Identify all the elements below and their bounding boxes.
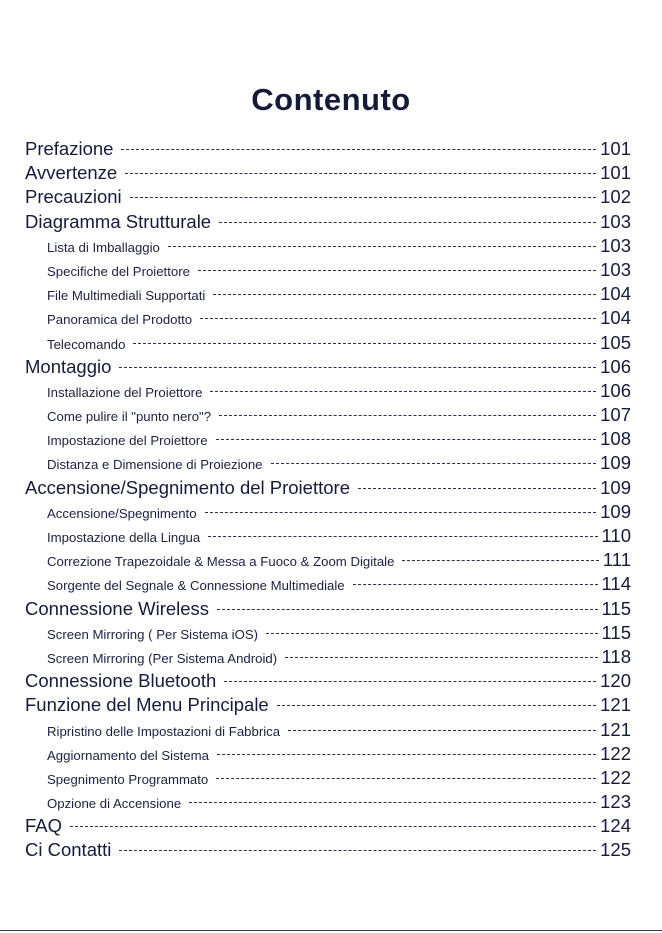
toc-entry-label: Specifiche del Proiettore bbox=[47, 263, 190, 279]
toc-page-number: 111 bbox=[602, 549, 631, 571]
dot-leader bbox=[358, 488, 596, 489]
toc-chapter-entry[interactable] bbox=[25, 356, 631, 380]
toc-entry-label: Sorgente del Segnale & Connessione Multimediale bbox=[47, 578, 345, 594]
toc-chapter-entry[interactable] bbox=[25, 694, 631, 718]
toc-page-number: 110 bbox=[601, 525, 631, 546]
toc-page-number: 107 bbox=[600, 404, 631, 426]
toc-section-entry[interactable] bbox=[25, 743, 631, 767]
toc-page-number: 102 bbox=[600, 186, 631, 208]
dot-leader bbox=[168, 246, 596, 247]
dot-leader bbox=[208, 536, 597, 537]
toc-entry-label: Ci Contatti bbox=[25, 839, 112, 861]
toc-page-number: 101 bbox=[600, 162, 631, 184]
toc-entry-label: Connessione Wireless bbox=[25, 597, 210, 619]
dot-leader bbox=[205, 512, 597, 513]
toc-page-number: 101 bbox=[600, 138, 631, 159]
toc-section-entry[interactable] bbox=[25, 283, 631, 307]
footer-divider bbox=[0, 930, 662, 931]
toc-chapter-entry[interactable] bbox=[25, 477, 631, 501]
toc-entry-label: Installazione del Proiettore bbox=[47, 384, 203, 400]
toc-page-number: 122 bbox=[600, 742, 631, 764]
toc-section-entry[interactable] bbox=[25, 501, 631, 525]
dot-leader bbox=[125, 173, 596, 174]
toc-entry-label: Impostazione del Proiettore bbox=[47, 433, 208, 449]
toc-chapter-entry[interactable] bbox=[25, 211, 631, 235]
toc-chapter-entry[interactable] bbox=[25, 186, 631, 210]
dot-leader bbox=[217, 754, 596, 755]
toc-entry-label: File Multimediali Supportati bbox=[47, 288, 206, 304]
dot-leader bbox=[224, 681, 596, 682]
toc-page-number: 115 bbox=[601, 621, 631, 643]
toc-entry-label: Funzione del Menu Principale bbox=[25, 694, 269, 716]
toc-entry-label: Accensione/Spegnimento bbox=[47, 505, 197, 521]
dot-leader bbox=[288, 730, 596, 731]
toc-section-entry[interactable] bbox=[25, 622, 631, 646]
toc-page-number: 123 bbox=[600, 791, 631, 813]
toc-entry-label: Accensione/Spegnimento del Proiettore bbox=[25, 476, 350, 498]
toc-page-number: 125 bbox=[600, 839, 631, 861]
dot-leader bbox=[210, 391, 596, 392]
toc-entry-label: Distanza e Dimensione di Proiezione bbox=[47, 457, 263, 473]
dot-leader bbox=[353, 584, 598, 585]
dot-leader bbox=[277, 705, 596, 706]
dot-leader bbox=[285, 657, 597, 658]
toc-section-entry[interactable] bbox=[25, 452, 631, 476]
toc-entry-label: Diagramma Strutturale bbox=[25, 210, 212, 232]
dot-leader bbox=[119, 367, 596, 368]
toc-page-number: 104 bbox=[600, 283, 631, 305]
toc-page-number: 108 bbox=[600, 428, 631, 450]
toc-page-number: 124 bbox=[600, 815, 631, 837]
toc-entry-label: Lista di Imballaggio bbox=[47, 239, 160, 255]
toc-entry-label: Impostazione della Lingua bbox=[47, 530, 201, 545]
dot-leader bbox=[266, 633, 597, 634]
toc-page-number: 106 bbox=[600, 379, 631, 401]
toc-page-number: 109 bbox=[600, 500, 631, 522]
dot-leader bbox=[70, 826, 596, 827]
toc-entry-label: Screen Mirroring ( Per Sistema iOS) bbox=[47, 626, 259, 642]
page-title: Contenuto bbox=[251, 82, 411, 117]
toc-section-entry[interactable] bbox=[25, 791, 631, 815]
dot-leader bbox=[189, 802, 596, 803]
toc-chapter-entry[interactable] bbox=[25, 815, 631, 839]
dot-leader bbox=[121, 149, 596, 150]
table-of-contents bbox=[25, 138, 631, 864]
toc-entry-label: Correzione Trapezoidale & Messa a Fuoco & Zoom Digitale bbox=[47, 554, 395, 570]
dot-leader bbox=[198, 270, 596, 271]
toc-entry-label: Avvertenze bbox=[25, 162, 118, 184]
toc-section-entry[interactable] bbox=[25, 549, 631, 573]
toc-chapter-entry[interactable] bbox=[25, 162, 631, 186]
toc-page-number: 120 bbox=[600, 670, 631, 692]
toc-entry-label: Connessione Bluetooth bbox=[25, 670, 217, 692]
dot-leader bbox=[216, 439, 597, 440]
toc-page-number: 109 bbox=[600, 476, 631, 498]
dot-leader bbox=[216, 778, 596, 779]
toc-entry-label: Come pulire il "punto nero"? bbox=[47, 409, 212, 425]
toc-chapter-entry[interactable] bbox=[25, 670, 631, 694]
dot-leader bbox=[200, 318, 596, 319]
toc-page-number: 106 bbox=[600, 355, 631, 377]
toc-entry-label: Screen Mirroring (Per Sistema Android) bbox=[47, 650, 278, 666]
toc-page-number: 122 bbox=[600, 766, 631, 788]
toc-section-entry[interactable] bbox=[25, 404, 631, 428]
toc-page-number: 121 bbox=[600, 694, 631, 716]
dot-leader bbox=[219, 415, 596, 416]
dot-leader bbox=[133, 343, 596, 344]
dot-leader bbox=[271, 463, 597, 464]
toc-page-number: 118 bbox=[601, 645, 631, 667]
toc-page-number: 105 bbox=[600, 331, 631, 353]
dot-leader bbox=[402, 560, 598, 561]
toc-page-number: 114 bbox=[601, 573, 631, 595]
toc-page-number: 103 bbox=[600, 258, 631, 280]
toc-entry-label: Spegnimento Programmato bbox=[47, 771, 209, 787]
toc-page-number: 104 bbox=[600, 307, 631, 329]
toc-entry-label: Panoramica del Prodotto bbox=[47, 312, 193, 328]
toc-section-entry[interactable] bbox=[25, 646, 631, 670]
toc-chapter-entry[interactable] bbox=[25, 138, 631, 162]
toc-chapter-entry[interactable] bbox=[25, 839, 631, 863]
toc-entry-label: Aggiornamento del Sistema bbox=[47, 747, 210, 763]
dot-leader bbox=[219, 222, 596, 223]
toc-section-entry[interactable] bbox=[25, 428, 631, 452]
toc-page-number: 103 bbox=[600, 234, 631, 256]
dot-leader bbox=[217, 609, 597, 610]
toc-entry-label: FAQ bbox=[25, 815, 63, 837]
dot-leader bbox=[130, 197, 596, 198]
toc-page-number: 103 bbox=[600, 210, 631, 232]
toc-entry-label: Telecomando bbox=[47, 336, 126, 352]
toc-section-entry[interactable] bbox=[25, 380, 631, 404]
toc-section-entry[interactable] bbox=[25, 573, 631, 597]
toc-entry-label: Prefazione bbox=[25, 138, 114, 159]
toc-entry-label: Montaggio bbox=[25, 355, 112, 377]
toc-section-entry[interactable] bbox=[25, 719, 631, 743]
toc-section-entry[interactable] bbox=[25, 767, 631, 791]
toc-entry-label: Opzione di Accensione bbox=[47, 796, 182, 812]
toc-section-entry[interactable] bbox=[25, 525, 631, 549]
toc-chapter-entry[interactable] bbox=[25, 598, 631, 622]
toc-entry-label: Ripristino delle Impostazioni di Fabbrica bbox=[47, 723, 281, 739]
toc-section-entry[interactable] bbox=[25, 259, 631, 283]
toc-section-entry[interactable] bbox=[25, 235, 631, 259]
toc-page-number: 109 bbox=[600, 452, 631, 474]
toc-section-entry[interactable] bbox=[25, 332, 631, 356]
toc-section-entry[interactable] bbox=[25, 307, 631, 331]
dot-leader bbox=[119, 850, 596, 851]
dot-leader bbox=[213, 294, 596, 295]
toc-entry-label: Precauzioni bbox=[25, 186, 122, 208]
toc-page-number: 115 bbox=[601, 597, 631, 619]
toc-page-number: 121 bbox=[600, 718, 631, 740]
